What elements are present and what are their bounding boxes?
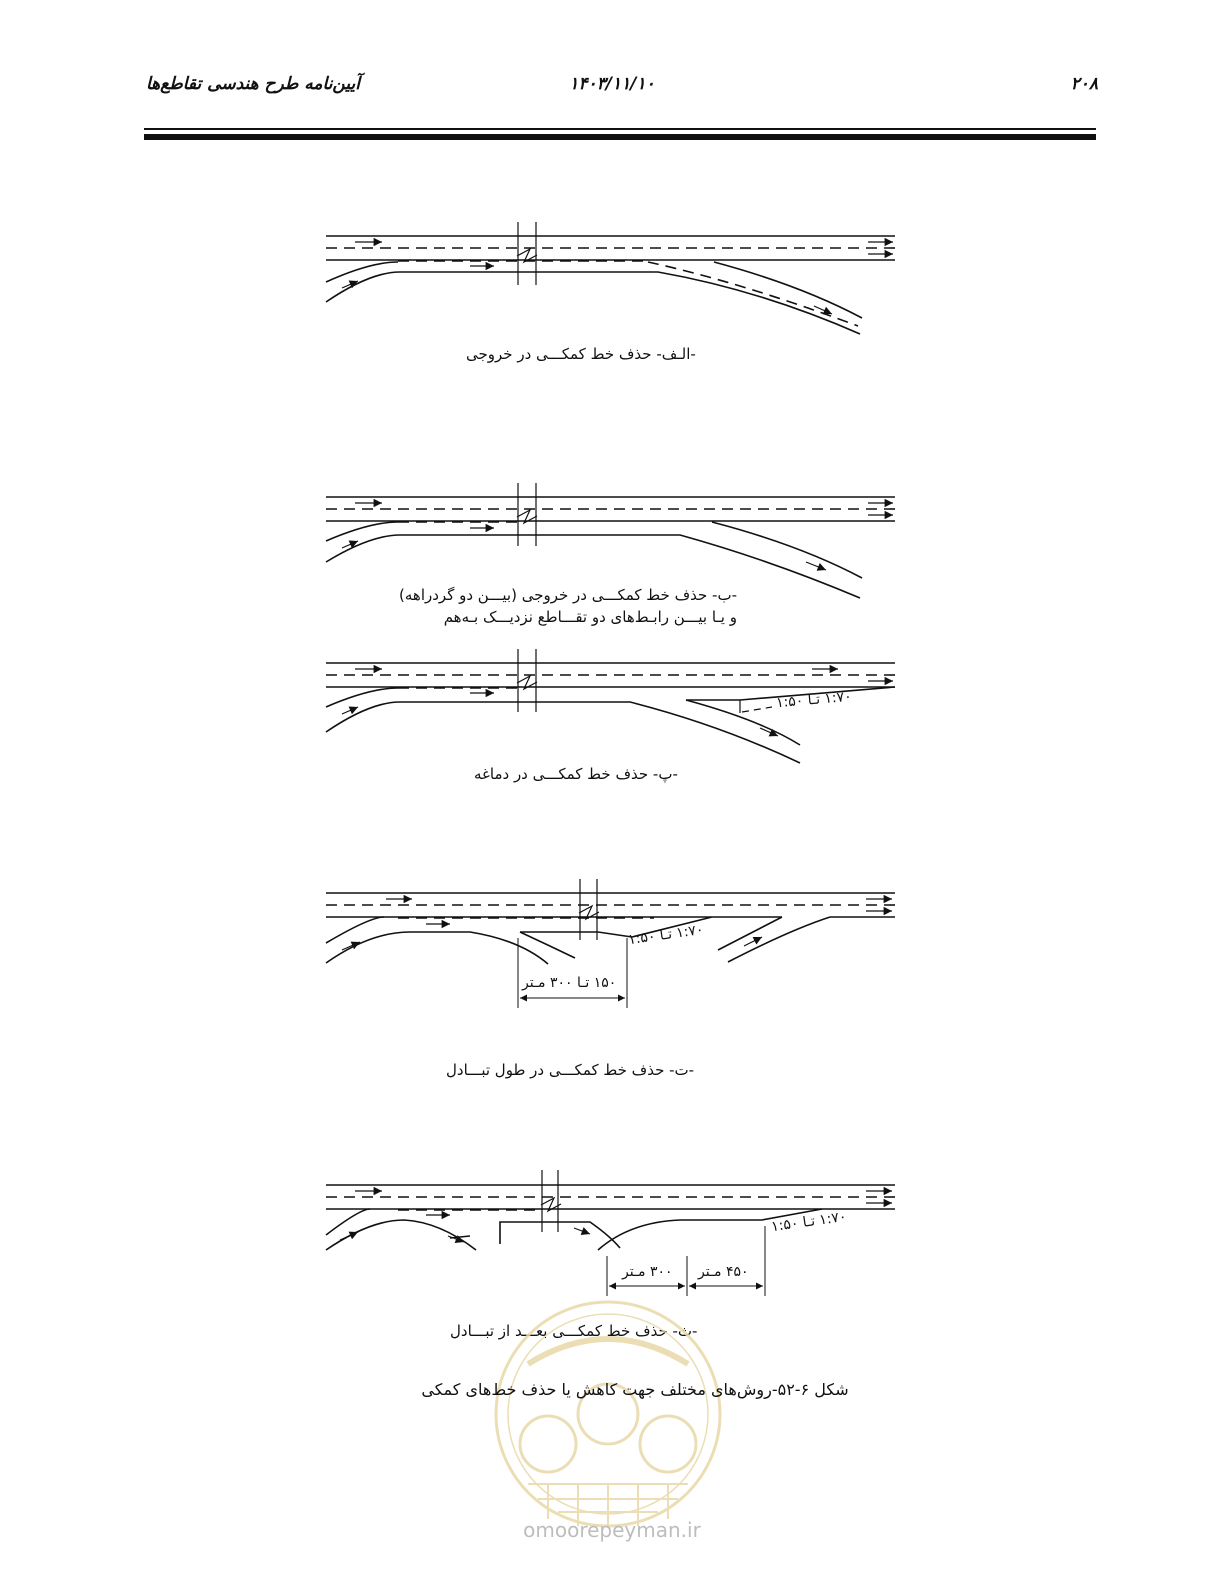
panel-b-caption-line1: -ب- حذف خط کمکـــی در خروجی (بیـــن دو گردراهه) [399, 586, 737, 604]
page-number: ۲۰۸ [1070, 74, 1098, 94]
panel-s-distance-300: ۳۰۰ مـتر [622, 1264, 673, 1280]
panel-b-caption [399, 584, 737, 628]
panel-p-taper-label: ۱:۷۰ تـا ۱:۵۰ [775, 688, 853, 712]
panel-t-taper-label: ۱:۷۰ تـا ۱:۵۰ [627, 921, 705, 949]
watermark-logo-icon [488, 1294, 728, 1534]
panel-t-caption: -ت- حذف خط کمکـــی در طول تبـــادل [446, 1061, 695, 1079]
panel-t-distance-label: ۱۵۰ تـا ۳۰۰ مـتر [522, 975, 617, 991]
panel-s-distance-450: ۴۵۰ مـتر [698, 1264, 749, 1280]
document-title: آیین‌نامه طرح هندسی تقاطع‌ها [146, 74, 360, 94]
watermark-url: omoorepeyman.ir [523, 1518, 701, 1542]
panel-s-caption: -ث- حذف خط کمکـــی بعـــد از تبـــادل [450, 1322, 698, 1340]
figure-caption: شکل ۶-۵۲-روش‌های مختلف جهت کاهش یا حذف خط‌های کمکی [421, 1380, 849, 1399]
panel-s-taper-label: ۱:۷۰ تـا ۱:۵۰ [770, 1208, 848, 1236]
panel-p-caption: -پ- حذف خط کمکـــی در دماغه [474, 765, 678, 783]
panel-b-caption-line2: و یـا بیـــن رابـط‌های دو تقـــاطع نزدیـــک بـه‌هم [443, 608, 737, 626]
panel-a-diagram [326, 222, 895, 334]
panel-s-diagram [326, 1170, 895, 1296]
panel-a-caption: -الـف- حذف خط کمکـــی در خروجی [466, 345, 696, 363]
panel-b-diagram [326, 483, 895, 598]
document-date: ۱۴۰۳/۱۱/۱۰ [569, 74, 655, 94]
